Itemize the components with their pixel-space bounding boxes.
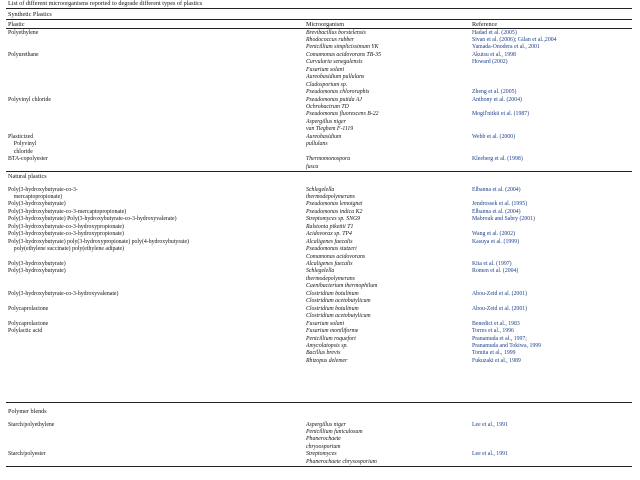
microorganism-cell: Pseudomonas putida AJ xyxy=(306,96,362,103)
microorganism-cell: Rhizopus delemer xyxy=(306,357,348,364)
reference-cell: Tomita et al., 1999 xyxy=(472,350,516,357)
plastic-cell: mercaptopropionate) xyxy=(8,193,63,200)
reference-cell: Jendrossek et al. (1995) xyxy=(472,201,528,208)
section-rule xyxy=(6,402,632,403)
reference-cell: Elbanna et al. (2004) xyxy=(472,208,521,215)
microorganism-cell: Clostridium botulinum xyxy=(306,290,359,297)
plastic-cell: Polyurethane xyxy=(8,51,39,58)
microorganism-cell: Aspergillus niger xyxy=(306,118,346,125)
plastic-cell: Plasticized xyxy=(8,133,34,140)
microorganism-cell: Penicillium simplicissimum YK xyxy=(306,44,379,51)
plastic-cell: Poly(3-hydroxybutyrate-co-3- xyxy=(8,186,78,193)
microorganism-cell: Fusarium solani xyxy=(306,66,345,73)
plastic-cell: Starch/polyethylene xyxy=(8,421,55,428)
plastic-cell: Poly(3-hydroxybutyrate) xyxy=(8,261,66,267)
reference-cell: Yamada-Onodera et al., 2001 xyxy=(472,44,540,51)
microorganism-cell: Bacillus brevis xyxy=(306,350,341,357)
microorganism-cell: pullulans xyxy=(306,141,328,148)
microorganism-cell: Penicillium roquefort xyxy=(306,335,356,342)
reference-cell: Torres et al., 1996 xyxy=(472,328,514,335)
column-header: Reference xyxy=(472,20,498,28)
microorganism-cell: Phanerochaete chrysosporium xyxy=(306,458,377,465)
reference-cell: Lee et al., 1991 xyxy=(472,421,508,428)
reference-cell: Webb et al. (2000) xyxy=(472,133,515,140)
reference-cell: Akutsu et al., 1998 xyxy=(472,51,516,58)
microorganism-cell: van Tieghem F-1119 xyxy=(306,126,354,133)
microorganism-cell: Clostridium botulinum xyxy=(306,305,359,312)
plastic-cell: Starch/polyester xyxy=(8,451,46,458)
reference-cell: Zheng et al. (2005) xyxy=(472,89,517,96)
plastic-cell: Polyvinyl chloride xyxy=(8,96,51,103)
section-title: Synthetic Plastics xyxy=(8,10,52,18)
plastic-cell: Polylactic acid xyxy=(8,328,43,335)
microorganism-cell: Phanerochaete xyxy=(306,436,341,443)
microorganism-cell: Clostridium acetobutylicum xyxy=(306,313,371,320)
reference-cell: Anthony et al. (2004) xyxy=(472,96,522,103)
reference-cell: Mogil'nitkii et al. (1987) xyxy=(472,111,530,118)
plastic-cell: Polycaprolactone xyxy=(8,320,49,327)
microorganism-cell: Aureobasidium pullulans xyxy=(306,74,365,81)
column-header: Microorganism xyxy=(306,20,345,28)
microorganism-cell: Schlegelella xyxy=(306,268,335,275)
microorganism-cell: Ochrobactrum TD xyxy=(306,104,349,110)
microorganism-cell: thermodepolymerans xyxy=(306,193,355,200)
plastic-cell: Poly(3-hydroxybutyrate-co-3-hydroxypropionate) xyxy=(8,231,124,238)
microorganism-cell: Comamonas acidovorans TB-35 xyxy=(306,51,382,58)
plastic-cell: Polycaprolactone xyxy=(8,305,49,312)
reference-cell: Wang et al. (2002) xyxy=(472,231,515,238)
microorganism-cell: Fusarium moniliforme xyxy=(306,328,359,335)
microorganism-cell: Fusarium solani xyxy=(306,320,345,327)
reference-cell: Fukuzaki et al., 1989 xyxy=(472,357,521,364)
microorganism-cell: Alcaligenes faecalis xyxy=(306,238,353,245)
microorganism-cell: fusca xyxy=(306,163,319,170)
reference-cell: Lee et al., 1991 xyxy=(472,451,508,458)
plastic-cell: Poly(3-hydroxybutyrate-co-3-hydroxyvalenate) xyxy=(8,290,119,297)
microorganism-cell: Schlegelella xyxy=(306,186,335,193)
plastic-cell: Poly(3-hydroxybutyrate-co-3-mercaptopropionate) xyxy=(8,208,127,215)
microorganism-cell: Streptomyces xyxy=(306,451,337,458)
section-title: Natural plastics xyxy=(8,172,47,180)
microorganism-cell: Rhodococcus rubber xyxy=(306,36,355,43)
reference-cell: Pranamuda et al., 1997; xyxy=(472,335,527,342)
plastic-cell: chloride xyxy=(8,148,33,155)
table-caption: List of different microorganisms reported to degrade different types of plastics xyxy=(8,0,203,7)
plastic-cell: Poly(3-hydroxybutyrate) poly(3-hydroxypropionate) poly(4-hydroxybutyrate) xyxy=(8,238,189,245)
microorganism-cell: Aureobasidium xyxy=(306,133,342,140)
microorganism-cell: Pseudomonas indica K2 xyxy=(306,208,363,215)
microorganism-cell: Pseudomonas chlororaphis xyxy=(306,89,370,96)
column-header: Plastic xyxy=(8,20,25,28)
reference-cell: Hadad et al. (2005) xyxy=(472,29,517,36)
reference-cell: Kleeberg et al. (1998) xyxy=(472,156,523,163)
section-rule xyxy=(6,19,632,20)
reference-cell: Abou-Zeid et al. (2001) xyxy=(472,305,528,312)
reference-cell: Romen et al. (2004) xyxy=(472,268,519,275)
microorganism-cell: Caenibacterium thermophilum xyxy=(306,283,378,290)
microorganism-cell: Streptomyces sp. SNG9 xyxy=(306,216,361,223)
section-title: Polymer blends xyxy=(8,408,47,415)
plastic-cell: BTA-copolyester xyxy=(8,156,48,163)
microorganism-cell: chrysosporium xyxy=(306,443,341,450)
reference-cell: Pranamuda and Tokiwa, 1999 xyxy=(472,342,542,349)
top-rule xyxy=(6,8,632,9)
microorganism-cell: Aspergillus niger xyxy=(306,421,346,428)
bottom-rule xyxy=(6,466,632,467)
microorganism-cell: Amycolatopsis sp. xyxy=(306,342,348,349)
reference-cell: Kasuya et al. (1999) xyxy=(472,238,520,245)
plastic-cell: Poly(3-hydroxybutyrate) xyxy=(8,201,66,208)
microorganism-cell: Cladosporium sp. xyxy=(306,81,348,88)
microorganism-cell: thermodepolymerans xyxy=(306,275,355,282)
reference-cell: Howard (2002) xyxy=(472,59,508,66)
microorganism-cell: Acidovorax sp. TP4 xyxy=(306,231,352,238)
plastic-cell: Poly(3-hydroxybutyrate-co-3-hydroxypropionate) xyxy=(8,223,124,230)
microorganism-cell: Clostridium acetobutylicum xyxy=(306,298,371,305)
microorganism-cell: Pseudomonas fluorescens B-22 xyxy=(306,111,379,118)
reference-cell: Abou-Zeid et al. (2001) xyxy=(472,290,528,297)
microorganism-cell: Brevibacillus borstelensis xyxy=(306,29,366,36)
microorganism-cell: Pseudomonas lemoignei xyxy=(306,201,363,208)
reference-cell: Benedict et al., 1983 xyxy=(472,320,520,327)
reference-cell: Sivan et al. (2006); Gilan et al.,2004 xyxy=(472,36,557,43)
microorganism-cell: Penicillium funiculosum xyxy=(306,428,363,435)
plastic-cell: poly(ethylene succinate) poly(ethylene adipate) xyxy=(8,246,125,253)
reference-cell: Kita et al. (1997) xyxy=(472,261,512,267)
microorganism-cell: Thermomonospora xyxy=(306,156,351,163)
plastic-cell: Poly(3-hydroxybutyrate) xyxy=(8,268,66,275)
reference-cell: Elbanna et al. (2004) xyxy=(472,186,521,193)
reference-cell: Mabrouk and Sabry (2001) xyxy=(472,216,535,223)
microorganism-cell: Pseudomonas stutzeri xyxy=(306,246,357,253)
plastic-cell: Polyethylene xyxy=(8,29,39,36)
microorganism-cell: Alcaligenes faecalis xyxy=(306,261,353,267)
plastic-cell: Poly(3-hydroxybutyrate) Poly(3-hydroxybutyrate-co-3-hydroxyvalerate) xyxy=(8,216,177,223)
microorganism-cell: Ralstonia pikettii T1 xyxy=(306,223,354,230)
plastic-cell: Polyvinyl xyxy=(8,141,37,148)
section-rule xyxy=(6,171,632,172)
microorganism-cell: Curvularia senegalensis xyxy=(306,59,363,66)
microorganism-cell: Comamonas acidovorans xyxy=(306,253,366,260)
